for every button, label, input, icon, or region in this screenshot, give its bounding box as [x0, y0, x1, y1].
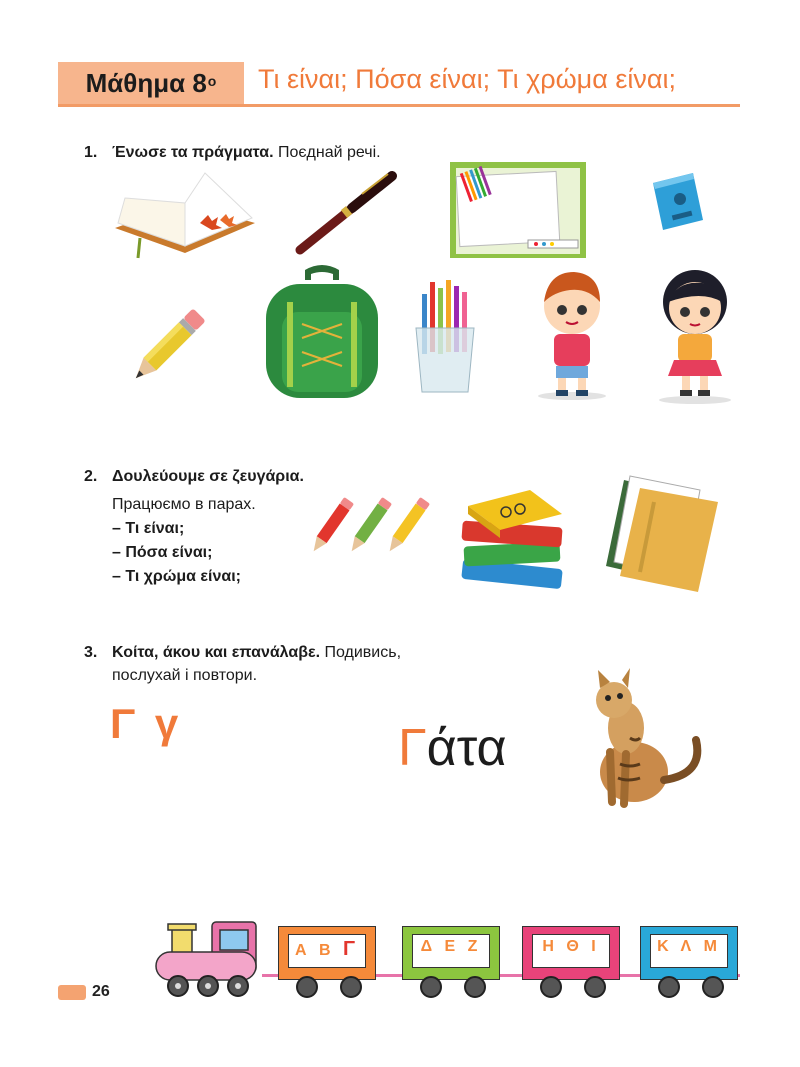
letter-pair: Γ γ: [110, 700, 183, 747]
wagon-1-letter-1: Α: [294, 942, 311, 959]
example-word-rest: άτα: [426, 719, 507, 777]
page-number: 26: [92, 983, 110, 1000]
pencil-icon: [122, 298, 217, 393]
wagon-4-letter-3: Μ: [703, 938, 721, 955]
train-wagon-1: [278, 926, 376, 988]
train-engine-icon: [152, 918, 260, 1000]
lesson-label-text: Μάθημα 8: [85, 67, 207, 98]
exercise-3-title: Κοίτα, άκου και επανάλαβε.: [112, 644, 321, 661]
wagon-4-letter-2: Λ: [680, 938, 696, 955]
boy-icon: [532, 266, 612, 402]
exercise-1-number: 1.: [84, 144, 98, 161]
exercise-3-number: 3.: [84, 644, 98, 661]
wagon-2-label: [402, 938, 500, 956]
lesson-label-sup: ο: [207, 73, 217, 89]
wagon-3-letter-2: Θ: [566, 938, 583, 955]
exercise-2-title: Δουλεύουμε σε ζευγάρια.: [112, 468, 304, 485]
wagon-1-letter-3: Γ: [343, 938, 360, 960]
colored-pencils-icon: [410, 276, 480, 396]
wagon-3-label: [522, 938, 620, 956]
exercise-1-title: Ένωσε τα πράγματα.: [112, 144, 274, 161]
wagon-1-label: [278, 938, 376, 961]
book-icon: [110, 168, 260, 268]
exercise-2-heading: [84, 466, 304, 488]
lesson-subtitle: Τι είναι; Πόσα είναι; Τι χρώμα είναι;: [258, 64, 676, 94]
wagon-2-letter-2: Ε: [444, 938, 460, 955]
wagon-4-label: [640, 938, 738, 956]
three-pencils-icon: [312, 495, 430, 557]
exercise-2-question-1: – Τι είναι;: [112, 520, 185, 537]
train-wagon-3: [522, 926, 620, 988]
page-number-tab: [58, 985, 86, 1000]
train-wagon-4: [640, 926, 738, 988]
exercise-2-number: 2.: [84, 468, 98, 485]
exercise-2-question-3: – Τι χρώμα είναι;: [112, 568, 241, 585]
wagon-2-letter-3: Ζ: [467, 938, 482, 955]
exercise-3-translation-2: послухай і повтори.: [112, 667, 258, 684]
exercise-1-translation: Поєднай речі.: [277, 144, 381, 161]
title-rule: [58, 104, 740, 107]
example-word: [398, 718, 507, 778]
lesson-label: [58, 62, 244, 104]
notebooks-icon: [600, 472, 722, 594]
cat-icon: [570, 668, 710, 810]
drawing-board-icon: [448, 160, 588, 260]
pen-icon: [292, 170, 402, 255]
train-wagon-2: [402, 926, 500, 988]
exercise-2-translation: Працюємо в парах.: [112, 496, 256, 513]
example-word-first-letter: Γ: [398, 719, 427, 777]
backpack-icon: [260, 262, 385, 402]
books-stack-icon: [458, 482, 570, 592]
sharpener-icon: [648, 165, 708, 240]
exercise-1-heading: [84, 142, 381, 164]
exercise-3-translation-1: Подивись,: [324, 644, 402, 661]
exercise-2-question-2: – Πόσα είναι;: [112, 544, 213, 561]
wagon-3-letter-3: Ι: [591, 938, 600, 955]
exercise-3-heading: [84, 642, 401, 664]
wagon-1-letter-2: Β: [318, 942, 335, 959]
wagon-2-letter-1: Δ: [420, 938, 437, 955]
wagon-3-letter-1: Η: [542, 938, 558, 955]
wagon-4-letter-1: Κ: [657, 938, 673, 955]
girl-icon: [650, 260, 740, 406]
